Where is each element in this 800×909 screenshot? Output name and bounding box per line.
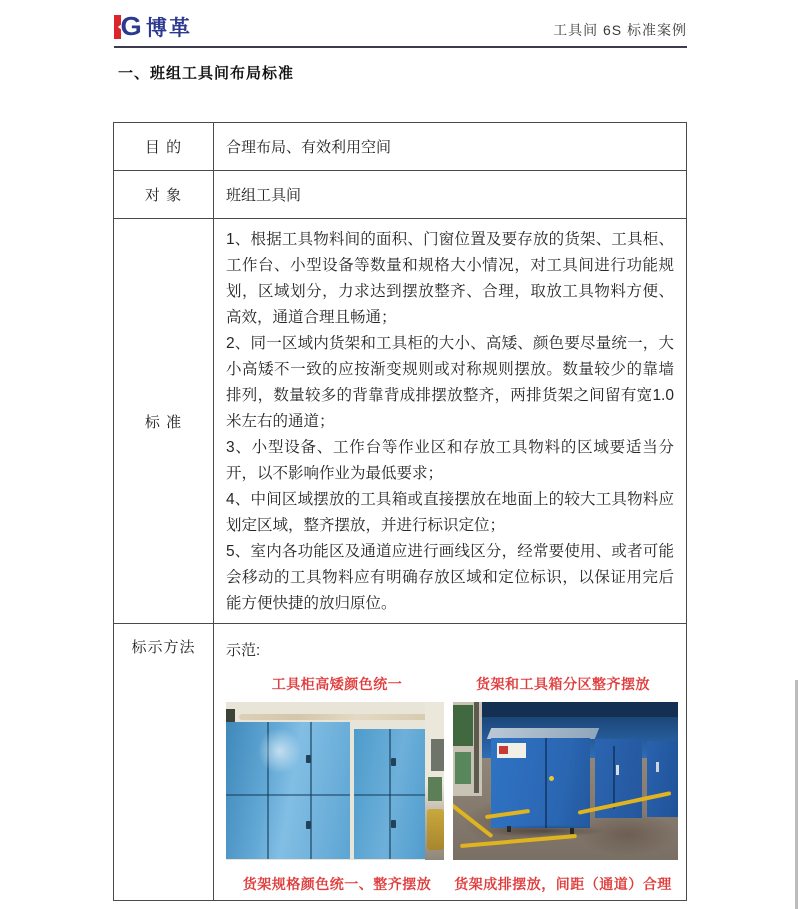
standard-point-1: 1、根据工具物料间的面积、门窗位置及要存放的货架、工具柜、工作台、小型设备等数量和规格大小情况，对工具间进行功能规划，区域划分，力求达到摆放整齐、合理，取放工具物料方便、高效，通道合理且畅通；	[226, 231, 674, 326]
wall-stain	[239, 714, 435, 720]
standards-table	[113, 122, 687, 901]
standard-point-2: 2、同一区域内货架和工具柜的大小、高矮、颜色要尽量统一，大小高矮不一致的应按渐变规则或对称规则摆放。数量较少的靠墙排列，数量较多的背靠背成排摆放整齐，两排货架之间留有宽1.0米左右的通道；	[226, 335, 674, 430]
third-toolbox	[647, 741, 679, 817]
right-photo-bottom-caption: 货架成排摆放，间距（通道）合理	[454, 875, 672, 892]
standard-label: 标 准	[114, 219, 214, 624]
cabinet-bank-right	[354, 729, 426, 859]
left-photo-bottom-caption: 货架规格颜色统一、整齐摆放	[242, 875, 432, 892]
door-seam	[226, 794, 350, 796]
top-captions	[226, 674, 678, 694]
method-content	[214, 624, 687, 901]
demo-label: 示范:	[226, 641, 261, 659]
standard-text	[214, 219, 687, 624]
left-photo-top-caption: 工具柜高矮颜色统一	[271, 675, 403, 692]
door-handle	[391, 758, 396, 766]
door-handle	[306, 755, 311, 763]
door-seam	[310, 722, 312, 859]
wall-box	[431, 739, 444, 771]
photo-row	[226, 702, 678, 860]
green-cabinet	[428, 777, 442, 801]
document-title: 工具间 6S 标准案例	[553, 22, 687, 38]
label-red-mark	[499, 746, 508, 755]
standard-point-4: 4、中间区域摆放的工具箱或直接摆放在地面上的较大工具物料应划定区域，整齐摆放，并进行标识定位；	[226, 491, 674, 534]
table-row-object	[114, 171, 687, 219]
door-handle	[306, 821, 311, 829]
scrollbar-thumb[interactable]	[795, 680, 798, 909]
wall-pole	[474, 702, 479, 794]
logo-text: 博革	[146, 17, 192, 40]
logo-blue-letter: G	[120, 11, 142, 41]
door-seam	[354, 794, 426, 796]
method-label: 标示方法	[114, 624, 214, 901]
cabinet-bank-left	[226, 722, 350, 859]
table-row-purpose	[114, 123, 687, 171]
toolbox-label	[497, 743, 526, 759]
yellow-drum	[427, 809, 444, 850]
page-header	[114, 8, 687, 48]
section-title: 一、班组工具间布局标准	[118, 65, 295, 82]
right-photo-top-caption: 货架和工具箱分区整齐摆放	[476, 675, 650, 692]
photo-tool-cabinets	[226, 702, 444, 860]
purpose-label: 目 的	[114, 123, 214, 171]
toolbox-door-seam	[613, 746, 615, 809]
toolbox-handle	[616, 765, 619, 775]
boge-logo	[114, 12, 192, 46]
boge-logo-icon	[114, 11, 142, 41]
paint-glare	[258, 728, 300, 775]
object-label: 对 象	[114, 171, 214, 219]
table-row-standard	[114, 219, 687, 624]
purpose-value: 合理布局、有效利用空间	[214, 123, 687, 171]
bottom-captions	[226, 874, 678, 894]
toolbox-handle	[549, 776, 554, 781]
object-value: 班组工具间	[214, 171, 687, 219]
toolbox-door-seam	[545, 738, 547, 828]
table-row-method	[114, 624, 687, 901]
green-wall-patch	[455, 752, 471, 784]
photo-tool-boxes	[453, 702, 678, 860]
standard-point-3: 3、小型设备、工作台等作业区和存放工具物料的区域要适当分开，以不影响作业为最低要求；	[226, 439, 674, 482]
toolbox-handle	[656, 762, 659, 772]
demo-grid	[226, 674, 678, 894]
door-handle	[391, 820, 396, 828]
standard-point-5: 5、室内各功能区及通道应进行画线区分，经常要使用、或者可能会移动的工具物料应有明确存放区域和定位标识，以保证用完后能方便快捷的放归原位。	[226, 543, 674, 612]
toolbox-shadow	[489, 825, 602, 838]
green-wall-patch	[453, 705, 473, 746]
